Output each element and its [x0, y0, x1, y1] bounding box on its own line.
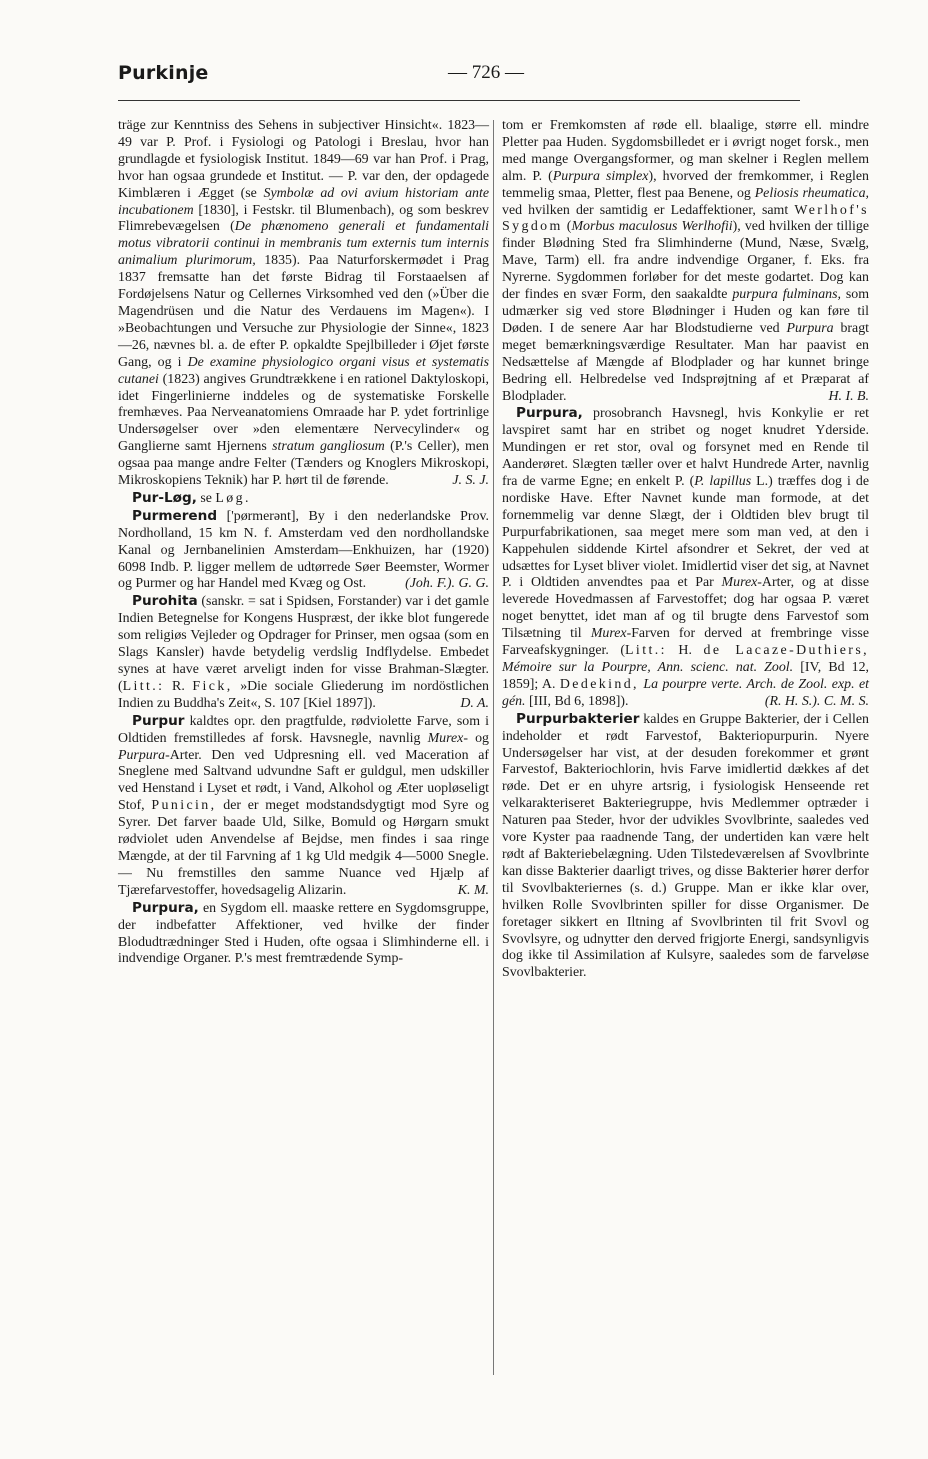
author-signature: J. S. J. [452, 473, 489, 489]
author-signature: D. A. [460, 695, 489, 711]
entry-headword: Purmerend [132, 507, 218, 524]
entry-headword: Purpurbakterier [516, 710, 640, 727]
author-signature: (Joh. F.). G. G. [405, 576, 489, 592]
entry-purohita: Purohita (sanskr. = sat i Spidsen, Forstander) var i det gamle Indien Betegnelse for Kongens Huspræst, der ikke blot fungerede som religiøs Vejleder og Opdrager for Prinser, men ogsaa (som en Slags Kansler) havde betydelig verdslig Indflydelse. Embedet synes at have været arveligt inden for visse Brahman-Slægter. (Litt.: R. Fick, »Die sociale Gliederung im nordöstlichen Indien zu Buddha's Zeit«, S. 107 [Kiel 1897]). D. A. [118, 593, 489, 711]
entry-purpurbakterier: Purpurbakterier kaldes en Gruppe Bakterier, der i Cellen indeholder et rødt Farvestof, Bakteriopurpurin. Nyere Undersøgelser har vist, at der desuden forekommer et grønt Farvestof, Bakteriochlorin, hvis Farve imidlertid dækkes af det røde. Det er en uhyre artsrig, i fysiologisk Henseende ret velkarakteriseret Bakteriegruppe, hvis Medlemmer optræder i Naturen paa Steder, hvor der udvikles Svovlbrinte, saaledes ved vore Kyster paa raadnende Tang, der undertiden kan være helt rødt af Bakteriebelægning. Uden Tilstedeværelsen af Svovlbrinte kan disse Bakterier daarligt trives, og disse Bakterier hører derfor til Svovlbakteriernes (s. d.) Gruppe. Man er ikke klar over, hvilken Rolle Svovlbrinten spiller for disse Organismer. De foretager sikkert en Iltning af Svovlbrinten til frit Svovl og Svovlsyre, og udnytter den derved frigjorte Energi, sandsynligvis dog ikke til Assimilation af Kulsyre, saaledes som de farveløse Svovlbakterier. [502, 710, 869, 981]
author-signature: H. I. B. [828, 388, 869, 404]
right-column [502, 118, 869, 982]
running-headword: Purkinje [118, 62, 209, 84]
page-number: — 726 — [448, 62, 524, 83]
header-rule [118, 100, 800, 101]
entry-headword: Purpura, [516, 405, 583, 422]
entry-purpur: Purpur kaldtes opr. den pragtfulde, rødviolette Farve, som i Oldtiden fremstilledes af forsk. Havsnegle, navnlig Murex- og Purpura-Arter. Den ved Udpresning ell. ved Maceration af Sneglene med Saltvand udvundne Saft er guldgul, men udskiller ved Henstand i Lyset et rødt, i Vand, Alkohol og Æter uopløseligt Stof, Punicin, der er meget modstandsdygtigt mod Syre og Syrer. Det farver baade Uld, Silke, Bomuld og Hørgarn smukt rødviolet uden Anvendelse af Bejdse, men findes i saa ringe Mængde, at der til Farvning af 1 kg Uld medgik 4—5000 Snegle. — Nu fremstilles den samme Nuance ved Hjælp af Tjærefarvestoffer, hovedsagelig Alizarin. K. M. [118, 712, 489, 898]
entry-headword: Purpur [132, 712, 185, 729]
column-divider [493, 120, 494, 1375]
page-header [118, 62, 800, 90]
entry-purpura-snail: Purpura, prosobranch Havsnegl, hvis Konkylie er ret lavspiret samt har en stribet og noget knudret Yderside. Mundingen er ret stor, oval og forsynet med en Rende til Aanderøret. Slægten tæller over et halvt Hundrede Arter, navnlig fra de varme Egne; en enkelt P. (P. lapillus L.) træffes dog i de nordiske Have. Efter Navnet kunde man formode, at det fornemmelig var denne Slægt, der i Oldtiden blev brugt til Purpurfabrikationen, saa meget mere som man ved, at den i Kappehulen siddende Kirtel afsondrer et Sekret, der ved at udsættes for Lyset bliver violet. Imidlertid viser det sig, at Navnet P. i Oldtiden anvendtes paa et Par Murex-Arter, og at disse leverede Hovedmassen af Farvestoffet; dog har ogsaa P. været noget benyttet, idet man af og til brugte dens Farvestof som Tilsætning til Murex-Farven for derved at frembringe visse Farveafskygninger. (Litt.: H. de Lacaze-Duthiers, Mémoire sur la Pourpre, Ann. scienc. nat. Zool. [IV, Bd 12, 1859]; A. Dedekind, La pourpre verte. Arch. de Zool. exp. et gén. [III, Bd 6, 1898]). (R. H. S.). C. M. S. [502, 405, 870, 709]
entry-purpura-disease-continuation: tom er Fremkomsten af røde ell. blaalige, større ell. mindre Pletter paa Huden. Sygdomsbilledet er i øvrigt noget forsk., men med mange Overgangsformer, og man skelner i Reglen mellem alm. P. (Purpura simplex), hvorved der fremkommer, i Reglen temmelig smaa, Pletter, flest paa Benene, og Peliosis rheumatica, ved hvilken der samtidig er Ledaffektioner, samt Werlhof's Sygdom (Morbus maculosus Werlhofii), ved hvilken der tillige finder Blødning Sted fra Slimhinderne (Mund, Næse, Svælg, Mave, Tarm) ell. fra andre indvendige Organer, f. Eks. fra Nyrerne. Sygdommen forløber for det meste godartet. Dog kan der findes en svær Form, den saakaldte purpura fulminans, som udmærker sig ved store Blødninger i Huden og kan føre til Døden. I de senere Aar har Blodstudierne ved Purpura bragt meget bemærkningsværdige Resultater. Man har paavist en Nedsættelse af Mængde af Blodplader og har kunnet bringe Bedring ell. Helbredelse ved Indsprøjtning af et Præparat af Blodplader. H. I. B. [502, 118, 869, 404]
entry-pur-log: Pur-Løg, se Løg. [132, 489, 251, 506]
author-signature: (R. H. S.). C. M. S. [764, 693, 869, 709]
entry-purpura-disease: Purpura, en Sygdom ell. maaske rettere en Sygdomsgruppe, der indbefatter Affektioner, ved hvilke der finder Blodudtrædninger Sted i Huden, ofte ogsaa i Slimhinderne ell. i indvendige Organer. P.'s mest fremtrædende Symp- [118, 899, 489, 967]
entry-headword: Purpura, [132, 899, 199, 916]
entry-headword: Purohita [132, 593, 198, 610]
entry-headword: Pur-Løg, [132, 489, 197, 506]
left-column [118, 118, 489, 968]
entry-purkinje-continuation: träge zur Kenntniss des Sehens in subjectiver Hinsicht«. 1823—49 var P. Prof. i Fysiologi og Patologi i Breslau, hvor han grundlagde et fysiologisk Institut. 1849—69 var han Prof. i Prag, hvor han ogsaa grundede et Institut. — P. var den, der opdagede Kimblæren i Ægget (se Symbolæ ad ovi avium historiam ante incubationem [1830], i Festskr. til Blumenbach), og som beskrev Flimrebevægelsen (De phænomeno generali et fundamentali motus vibratorii continui in membranis tum externis tum internis animalium plurimorum, 1835). Paa Naturforskermødet i Prag 1837 fremsatte han det første Bidrag til Forstaaelsen af Fordøjelsens Natur og Cellernes Virksomhed ved den (»Über die Magendrüsen und die Natur des Verdauens im Magen«). I »Beobachtungen und Versuche zur Physiologie der Sinne«, 1823—26, nævnes bl. a. de efter P. opkaldte Spejlbilleder i Øjet første Gang, og i De examine physiologico organi visus et systematis cutanei (1823) angives Grundtrækkene i en rationel Daktyloskopi, idet Fingerlinierne inddeles og de systematiske Forskelle fremhæves. Paa Nerveanatomiens Omraade har P. ydet fortrinlige Undersøgelser over »den elementære Nervecylinder« og Ganglierne samt Hjernens stratum gangliosum (P.'s Celler), men ogsaa paa mange andre Felter (Tænders og Knoglers Mikroskopi, Mikroskopiens Teknik) har P. hørt til de førende. J. S. J. [118, 118, 490, 489]
author-signature: K. M. [457, 882, 489, 898]
entry-purmerend: Purmerend ['pørmerənt], By i den nederlandske Prov. Nordholland, 15 km N. f. Amsterdam ved den nordhollandske Kanal og Jernbanelinien Amsterdam—Enkhuizen, har (1920) 6098 Indb. P. ligger mellem de udtørrede Søer Beemster, Wormer og Purmer og har Handel med Kvæg og Ost. (Joh. F.). G. G. [118, 507, 489, 592]
